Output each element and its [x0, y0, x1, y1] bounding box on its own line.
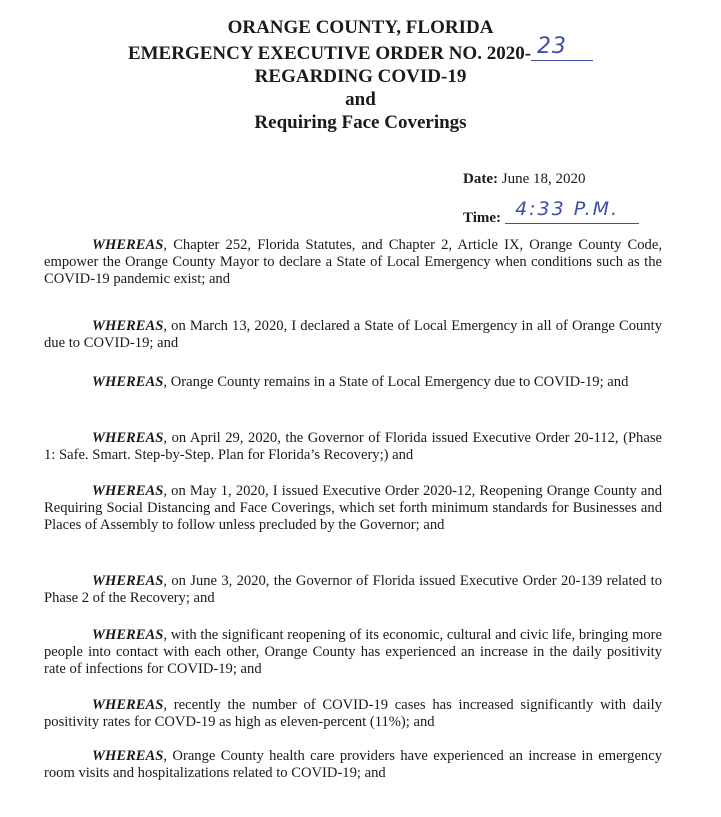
whereas-paragraph-7 — [44, 627, 662, 678]
whereas-keyword: WHEREAS — [92, 627, 164, 643]
paragraph-text: , on April 29, 2020, the Governor of Florida issued Executive Order 20-112, (Phase 1: Safe. Smart. Step-by-Step. Plan for Florida’s Recovery;) and — [44, 430, 662, 463]
whereas-paragraph-2 — [44, 318, 662, 352]
whereas-keyword: WHEREAS — [92, 697, 164, 713]
whereas-keyword: WHEREAS — [92, 237, 164, 253]
whereas-paragraph-8 — [44, 697, 662, 731]
paragraph-text: , on May 1, 2020, I issued Executive Order 2020-12, Reopening Orange County and Requiring Social Distancing and Face Coverings, which set forth minimum standards for Businesses and Places of Assembly to follow unless precluded by the Governor; and — [44, 483, 662, 533]
whereas-keyword: WHEREAS — [92, 318, 164, 334]
whereas-keyword: WHEREAS — [92, 748, 164, 764]
header-and: and — [345, 89, 376, 110]
header-county: ORANGE COUNTY, FLORIDA — [227, 17, 494, 38]
paragraph-text: , with the significant reopening of its economic, cultural and civic life, bringing more people into contact with each other, Orange County has experienced an increase in the daily positivity rate of infections for COVID-19; and — [44, 627, 662, 677]
whereas-keyword: WHEREAS — [92, 573, 164, 589]
whereas-paragraph-4 — [44, 430, 662, 464]
date-label: Date: — [463, 171, 498, 187]
paragraph-text: , recently the number of COVID-19 cases has increased significantly with daily positivity rates for COVD-19 as high as eleven-percent (11%); and — [44, 697, 662, 730]
time-underline — [505, 223, 639, 224]
paragraph-text: , Orange County health care providers have experienced an increase in emergency room visits and hospitalizations related to COVID-19; and — [44, 748, 662, 781]
paragraph-text: , Orange County remains in a State of Local Emergency due to COVID-19; and — [163, 374, 629, 390]
whereas-keyword: WHEREAS — [92, 483, 164, 499]
time-label: Time: — [463, 210, 502, 226]
order-number-field — [531, 34, 593, 59]
order-header — [0, 16, 721, 134]
whereas-paragraph-3 — [44, 374, 662, 391]
date-line — [463, 171, 585, 188]
whereas-paragraph-6 — [44, 573, 662, 607]
order-number-underline — [531, 60, 593, 61]
paragraph-text: , on March 13, 2020, I declared a State of Local Emergency in all of Orange County due to COVID-19; and — [44, 318, 662, 351]
time-line — [463, 198, 639, 227]
whereas-paragraph-5 — [44, 483, 662, 534]
whereas-keyword: WHEREAS — [92, 430, 164, 446]
order-number-handwritten: 23 — [537, 34, 568, 59]
whereas-paragraph-9 — [44, 748, 662, 782]
header-order-title — [0, 34, 721, 65]
time-handwritten: 4:33 P.M. — [515, 198, 620, 220]
time-field — [505, 198, 639, 222]
header-face-coverings: Requiring Face Coverings — [254, 112, 467, 133]
whereas-keyword: WHEREAS — [92, 374, 164, 390]
paragraph-text: , on June 3, 2020, the Governor of Florida issued Executive Order 20-139 related to Phase 2 of the Recovery; and — [44, 573, 662, 606]
header-subject: REGARDING COVID-19 — [254, 66, 467, 87]
paragraph-text: , Chapter 252, Florida Statutes, and Chapter 2, Article IX, Orange County Code, empower the Orange County Mayor to declare a State of Local Emergency when conditions such as the COVID-19 pandemic exist; and — [44, 237, 662, 287]
whereas-paragraph-1 — [44, 237, 662, 288]
date-value: June 18, 2020 — [501, 171, 586, 187]
header-order-prefix: EMERGENCY EXECUTIVE ORDER NO. 2020- — [127, 43, 532, 64]
